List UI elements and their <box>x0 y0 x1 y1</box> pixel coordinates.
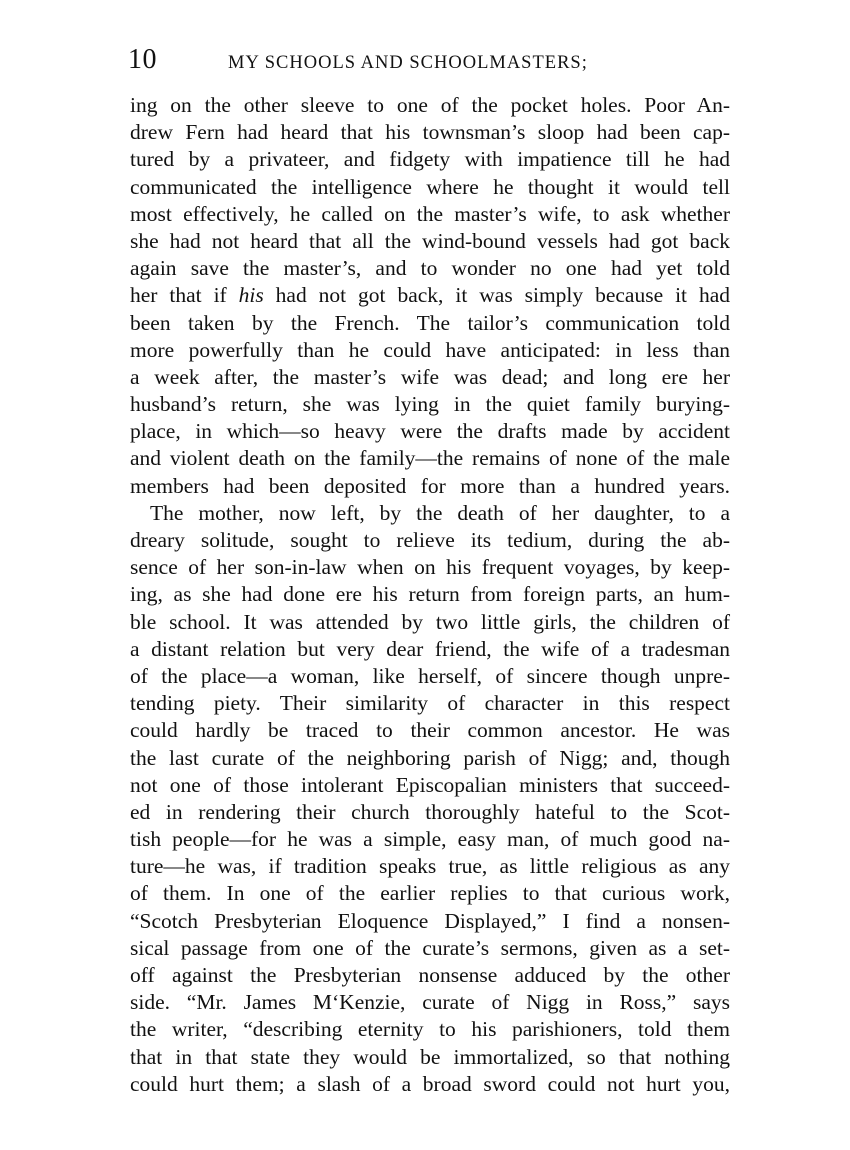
text-line: a distant relation but very dear friend, the wife of a tradesman <box>130 636 730 661</box>
text-line: place, in which—so heavy were the drafts made by accident <box>130 419 730 444</box>
text-line: the last curate of the neighboring parish of Nigg; and, though <box>130 745 730 770</box>
page-header <box>128 40 728 80</box>
text-line: ble school. It was attended by two little girls, the children of <box>130 609 730 634</box>
text-line: a week after, the master’s wife was dead; and long ere her <box>130 364 730 389</box>
text-line: could hardly be traced to their common ancestor. He was <box>130 718 730 743</box>
text-line: again save the master’s, and to wonder no one had yet told <box>130 256 730 281</box>
emphasis-word: his <box>238 283 264 308</box>
text-line: that in that state they would be immortalized, so that nothing <box>130 1044 730 1069</box>
text-line: members had been deposited for more than a hundred years. <box>130 473 730 498</box>
text-line: side. “Mr. James M‘Kenzie, curate of Nigg in Ross,” says <box>130 990 730 1015</box>
text-line: of the place—a woman, like herself, of sincere though unpre- <box>130 663 730 688</box>
text-line: off against the Presbyterian nonsense adduced by the other <box>130 963 730 987</box>
text-line: tish people—for he was a simple, easy man, of much good na- <box>130 827 730 852</box>
text-line: sence of her son-in-law when on his frequent voyages, by keep- <box>130 555 730 580</box>
text-line: “Scotch Presbyterian Eloquence Displayed,” I find a nonsen- <box>130 908 730 933</box>
text-line: ing, as she had done ere his return from foreign parts, an hum- <box>130 582 730 607</box>
text-line: most effectively, he called on the master’s wife, to ask whether <box>130 201 730 226</box>
text-line: more powerfully than he could have anticipated: in less than <box>130 337 730 362</box>
text-line: and violent death on the family—the remains of none of the male <box>130 446 730 471</box>
page-number: 10 <box>128 44 157 75</box>
text-line: ed in rendering their church thoroughly hateful to the Scot- <box>130 799 730 824</box>
running-title: MY SCHOOLS AND SCHOOLMASTERS; <box>228 53 588 73</box>
text-line: tending piety. Their similarity of character in this respect <box>130 691 730 716</box>
text-line: communicated the intelligence where he thought it would tell <box>130 174 730 199</box>
text-line: her that if his had not got back, it was simply because it had <box>130 283 730 308</box>
text-line: not one of those intolerant Episcopalian ministers that succeed- <box>130 772 730 797</box>
text-line: been taken by the French. The tailor’s communication told <box>130 310 730 335</box>
text-line: husband’s return, she was lying in the quiet family burying- <box>130 392 730 417</box>
text-line: sical passage from one of the curate’s sermons, given as a set- <box>130 935 730 960</box>
text-line: of them. In one of the earlier replies to that curious work, <box>130 881 730 906</box>
text-line: the writer, “describing eternity to his parishioners, told them <box>130 1017 730 1042</box>
text-line: could hurt them; a slash of a broad sword could not hurt you, <box>130 1071 730 1096</box>
text-line: ing on the other sleeve to one of the pocket holes. Poor An- <box>130 93 730 117</box>
text-line: she had not heard that all the wind-bound vessels had got back <box>130 228 730 253</box>
text-line: tured by a privateer, and fidgety with impatience till he had <box>130 147 730 172</box>
text-line: dreary solitude, sought to relieve its tedium, during the ab- <box>130 528 730 552</box>
body-text <box>130 92 730 1098</box>
text-line: ture—he was, if tradition speaks true, as little religious as any <box>130 854 730 879</box>
text-line: drew Fern had heard that his townsman’s sloop had been cap- <box>130 120 730 145</box>
text-line: The mother, now left, by the death of her daughter, to a <box>150 500 730 525</box>
